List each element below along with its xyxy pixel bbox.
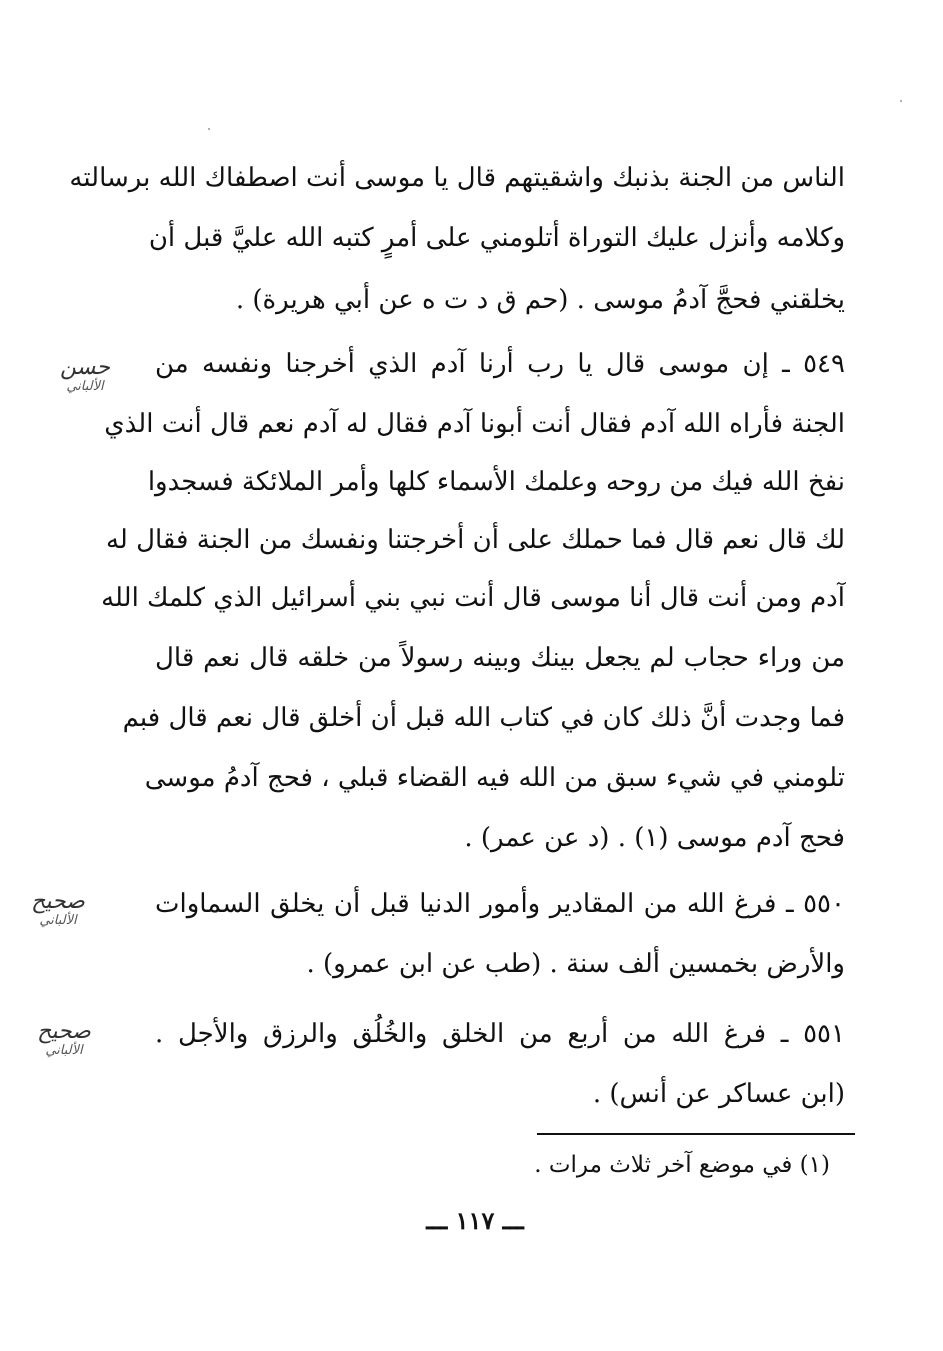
margin-note-source: الألباني <box>66 379 104 395</box>
margin-note-source: الألباني <box>39 913 77 929</box>
margin-note-grade: صحيح <box>31 889 85 914</box>
text-line: (ابن عساكر عن أنس) . <box>592 1079 845 1109</box>
hadith-550-line: ٥٥٠ ـ فرغ الله من المقادير وأمور الدنيا قبل أن يخلق السماوات <box>155 889 845 919</box>
page-number: ـــ ١١٧ ـــ <box>426 1206 524 1235</box>
footnote: (١) في موضع آخر ثلاث مرات . <box>534 1152 830 1178</box>
text-line: يخلقني فحجَّ آدمُ موسى . (حم ق د ت ه عن أبي هريرة) . <box>235 285 845 315</box>
text-line: الجنة فأراه الله آدم فقال أنت أبونا آدم فقال له آدم نعم قال أنت الذي <box>104 409 845 439</box>
footnote-divider <box>537 1133 855 1135</box>
text-line: فما وجدت أنَّ ذلك كان في كتاب الله قبل أن أخلق قال نعم قال فبم <box>122 703 845 733</box>
text-line: تلومني في شيء سبق من الله فيه القضاء قبلي ، فحج آدمُ موسى <box>144 763 845 793</box>
text-line: والأرض بخمسين ألف سنة . (طب عن ابن عمرو) . <box>306 949 845 979</box>
scan-speck <box>900 100 902 102</box>
margin-note-grade: حسن <box>60 355 110 380</box>
text-line: فحج آدم موسى (١) . (د عن عمر) . <box>464 823 845 853</box>
hadith-549-line: ٥٤٩ ـ إن موسى قال يا رب أرنا آدم الذي أخرجنا ونفسه من <box>155 349 845 379</box>
text-line: وكلامه وأنزل عليك التوراة أتلومني على أمرٍ كتبه الله عليَّ قبل أن <box>148 223 845 253</box>
margin-note-source: الألباني <box>45 1043 83 1059</box>
text-line: آدم ومن أنت قال أنا موسى قال أنت نبي بني أسرائيل الذي كلمك الله <box>101 583 845 613</box>
hadith-551-line: ٥٥١ ـ فرغ الله من أربع من الخلق والخُلُق والرزق والأجل . <box>155 1019 845 1049</box>
margin-note-hasan <box>40 356 130 394</box>
scan-speck <box>208 128 210 130</box>
margin-note-sahih-2 <box>14 1020 114 1058</box>
text-line: الناس من الجنة بذنبك واشقيتهم قال يا موسى أنت اصطفاك الله برسالته <box>69 163 845 193</box>
text-line: نفخ الله فيك من روحه وعلمك الأسماء كلها وأمر الملائكة فسجدوا <box>147 467 845 497</box>
text-line: لك قال نعم قال فما حملك على أن أخرجتنا ونفسك من الجنة فقال له <box>105 525 845 555</box>
margin-note-grade: صحيح <box>37 1019 91 1044</box>
margin-note-sahih-1 <box>8 890 108 928</box>
text-line: من وراء حجاب لم يجعل بينك وبينه رسولاً من خلقه قال نعم قال <box>155 643 845 673</box>
